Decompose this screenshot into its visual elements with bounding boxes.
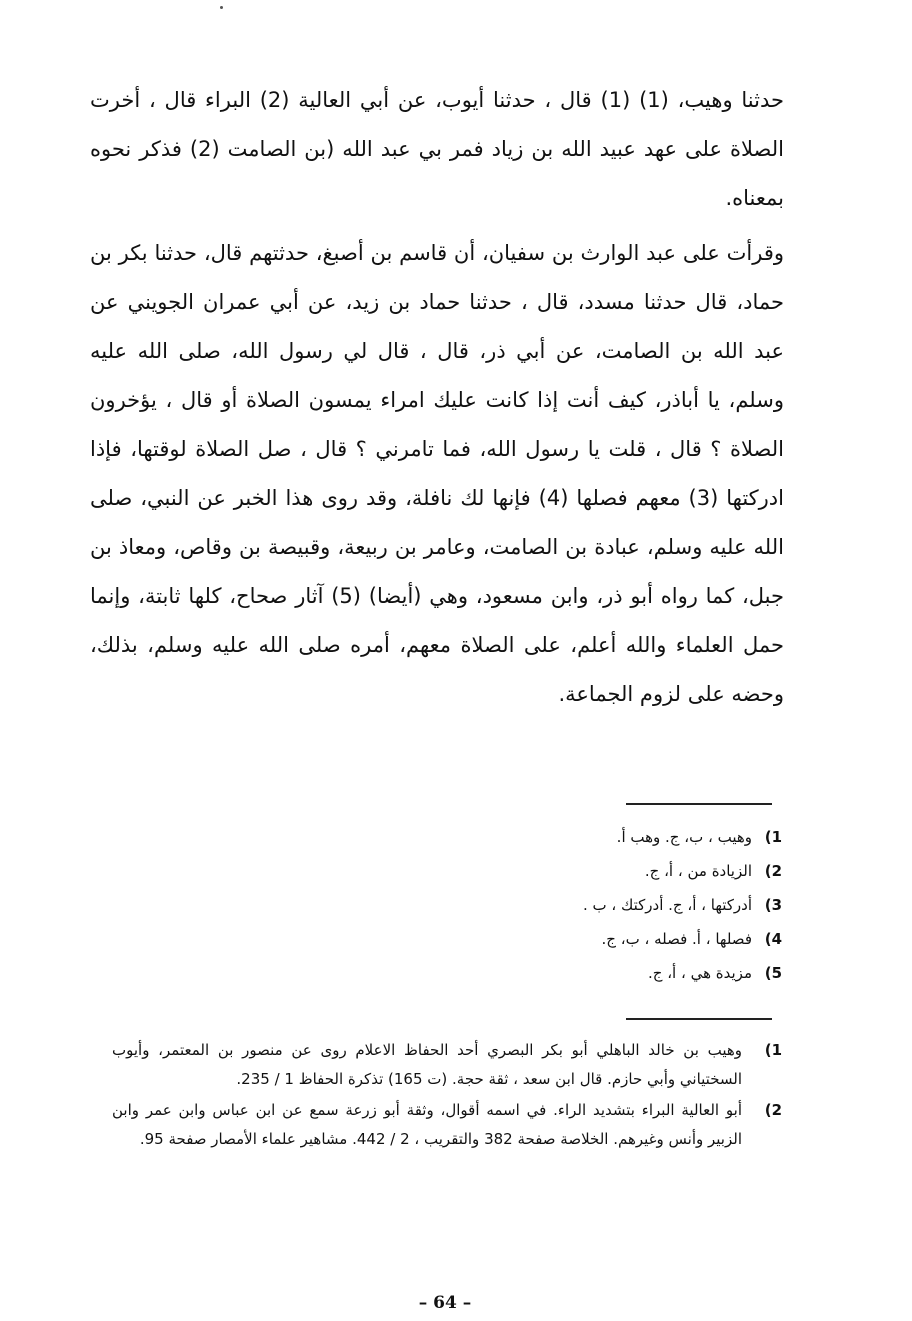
scan-speck [220, 6, 223, 9]
paragraph-2: وقرأت على عبد الوارث بن سفيان، أن قاسم بن أصبغ، حدثتهم قال، حدثنا بكر بن حماد، قال حدثنا مسدد، قال ، حدثنا حماد بن زيد، عن أبي عمران الجويني عن عبد الله بن الصامت، عن أبي ذر، قال ، قال لي رسول الله، صلى الله عليه وسلم، يا أباذر، كيف أنت إذا كانت عليك امراء يمسون الصلاة أو قال ، يؤخرون الصلاة ؟ قال ، قلت يا رسول الله، فما تامرني ؟ قال ، صل الصلاة لوقتها، فإذا ادركتها (3) معهم فصلها (4) فإنها لك نافلة، وقد روى هذا الخبر عن النبي، صلى الله عليه وسلم، عبادة بن الصامت، وعامر بن ربيعة، وقبيصة بن وقاص، ومعاذ بن جبل، كما رواه أبو ذر، وابن مسعود، وهي (أيضا) (5) آثار صحاح، كلها ثابتة، وإنما حمل العلماء والله أعلم، على الصلاة معهم، أمره صلى الله عليه وسلم، بذلك، وحضه على لزوم الجماعة. [90, 241, 784, 706]
variant-text: أدركتها ، أ، ج. أدركتك ، ب . [582, 896, 752, 914]
variant-item [420, 820, 782, 854]
variant-item [420, 956, 782, 990]
variants-divider [626, 803, 772, 805]
variant-number: 1) [764, 828, 782, 846]
variant-text: الزيادة من ، أ، ج. [644, 862, 752, 880]
variant-item [420, 922, 782, 956]
variant-number: 4) [764, 930, 782, 948]
footnote-item [112, 1036, 782, 1094]
footnote-text: وهيب بن خالد الباهلي أبو بكر البصري أحد الحفاظ الاعلام روى عن منصور بن المعتمر، وأيوب السختياني وأبي حازم. قال ابن سعد ، ثقة حجة. (ت 165) تذكرة الحفاظ 1 / 235. [112, 1041, 742, 1088]
footnotes [112, 1036, 782, 1156]
main-text [90, 76, 784, 719]
variant-item [420, 854, 782, 888]
variant-readings [420, 820, 782, 990]
variant-number: 5) [764, 964, 782, 982]
footnote-number: 1) [764, 1041, 782, 1059]
variant-number: 3) [764, 896, 782, 914]
page-number: – 64 – [418, 1293, 472, 1313]
variant-text: مزيدة هي ، أ، ج. [647, 964, 752, 982]
variant-text: فصلها ، أ. فصله ، ب، ج. [601, 930, 752, 948]
footnote-item [112, 1096, 782, 1154]
variant-number: 2) [764, 862, 782, 880]
footnote-text: أبو العالية البراء بتشديد الراء. في اسمه أقوال، وثقة أبو زرعة سمع عن ابن عباس وابن عمر وابن الزبير وأنس وغيرهم. الخلاصة صفحة 382 والتقريب ، 2 / 442. مشاهير علماء الأمصار صفحة 95. [112, 1101, 742, 1148]
paragraph-1: حدثنا وهيب، (1) (1) قال ، حدثنا أيوب، عن أبي العالية (2) البراء قال ، أخرت الصلاة على عهد عبيد الله بن زياد فمر بي عبد الله (بن الصامت (2) فذكر نحوه بمعناه. [90, 88, 784, 210]
variant-item [420, 888, 782, 922]
footnotes-divider [626, 1018, 772, 1020]
footnote-number: 2) [764, 1101, 782, 1119]
variant-text: وهيب ، ب، ج. وهب أ. [616, 828, 752, 846]
